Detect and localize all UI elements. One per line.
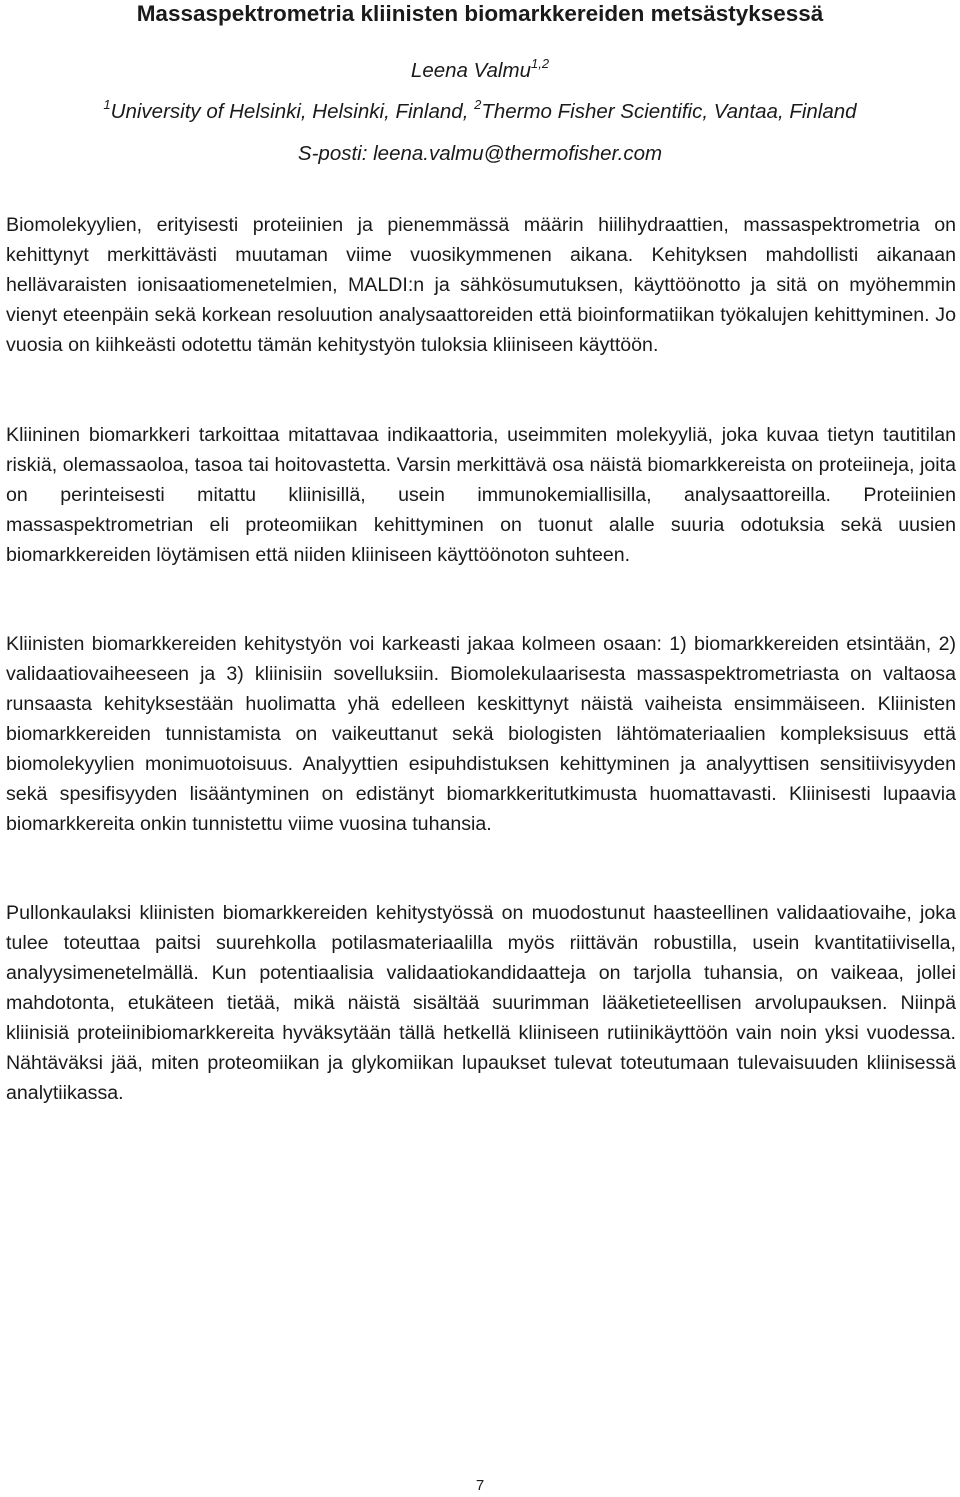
document-title: Massaspektrometria kliinisten biomarkkereiden metsästyksessä	[136, 1, 824, 26]
paragraph-2: Kliininen biomarkkeri tarkoittaa mitattavaa indikaattoria, useimmiten molekyyliä, joka kuvaa tietyn tautitilan riskiä, olemassaoloa, tasoa tai hoitovastetta. Varsin merkittävä osa näistä biomarkkereista on proteiineja, joita on perinteisesti mitattu kliinisillä, usein immunokemiallisilla, analysaattoreilla. Proteiinien massaspektrometrian eli proteomiikan kehittyminen on tuonut alalle suuria odotuksia sekä uusien biomarkkereiden löytämisen että niiden kliiniseen käyttöönoton suhteen.	[6, 424, 956, 566]
affiliation-marker-1: 1	[103, 97, 111, 112]
affiliation-1: University of Helsinki, Helsinki, Finland,	[110, 100, 475, 123]
paragraph-3: Kliinisten biomarkkereiden kehitystyön voi karkeasti jakaa kolmeen osaan: 1) biomarkkereiden etsintään, 2) validaatiovaiheeseen ja 3) kliinisiin sovelluksiin. Biomolekulaarisesta massaspektrometriasta on valtaosa runsaasta kehityksestään huolimatta yhä edelleen keskittynyt näistä vaiheista ensimmäiseen. Kliinisten biomarkkereiden tunnistamista on vaikeuttanut sekä biologisten lähtömateriaalien kompleksisuus että biomolekyylien monimuotoisuus. Analyyttien esipuhdistuksen kehittyminen ja analyyttisen sensitiivisyyden sekä spesifisyyden lisääntyminen on edistänyt biomarkkeritutkimusta huomattavasti. Kliinisesti lupaavia biomarkkereita onkin tunnistettu viime vuosina tuhansia.	[6, 633, 956, 835]
paragraph-4: Pullonkaulaksi kliinisten biomarkkereiden kehitystyössä on muodostunut haasteellinen validaatiovaihe, joka tulee toteuttaa paitsi suurehkolla potilasmateriaalilla myös riittävän robustilla, usein kvantitatiivisella, analyysimenetelmällä. Kun potentiaalisia validaatiokandidaatteja on tarjolla tuhansia, on vaikeaa, jollei mahdotonta, etukäteen tietää, mikä näistä sisältää suurimman lääketieteellisen arvolupauksen. Niinpä kliinisiä proteiinibiomarkkereita hyväksytään tällä hetkellä kliiniseen rutiinikäyttöön vain noin yksi vuodessa. Nähtäväksi jää, miten proteomiikan ja glykomiikan lupaukset tulevat toteutumaan tulevaisuuden kliinisessä analytiikassa.	[6, 902, 956, 1104]
author-name: Leena Valmu	[410, 59, 531, 82]
page-number: 7	[475, 1477, 485, 1494]
affiliation-marker-2: 2	[474, 97, 482, 112]
author-superscript: 1,2	[530, 56, 550, 71]
author-line	[0, 58, 960, 84]
affiliations-line	[0, 99, 960, 125]
paragraph-1: Biomolekyylien, erityisesti proteiinien ja pienemmässä määrin hiilihydraattien, massaspektrometria on kehittynyt merkittävästi muutaman viime vuosikymmenen aikana. Kehityksen mahdollisti aikanaan hellävaraisten ionisaatiomenetelmien, MALDI:n ja sähkösumutuksen, käyttöönotto ja sitä on myöhemmin vienyt eteenpäin sekä korkean resoluution analysaattoreiden että bioinformatiikan työkalujen kehittyminen. Jo vuosia on kiihkeästi odotettu tämän kehitystyön tuloksia kliiniseen käyttöön.	[6, 214, 956, 356]
email-line: S-posti: leena.valmu@thermofisher.com	[297, 142, 663, 165]
affiliation-2: Thermo Fisher Scientific, Vantaa, Finland	[481, 100, 857, 123]
